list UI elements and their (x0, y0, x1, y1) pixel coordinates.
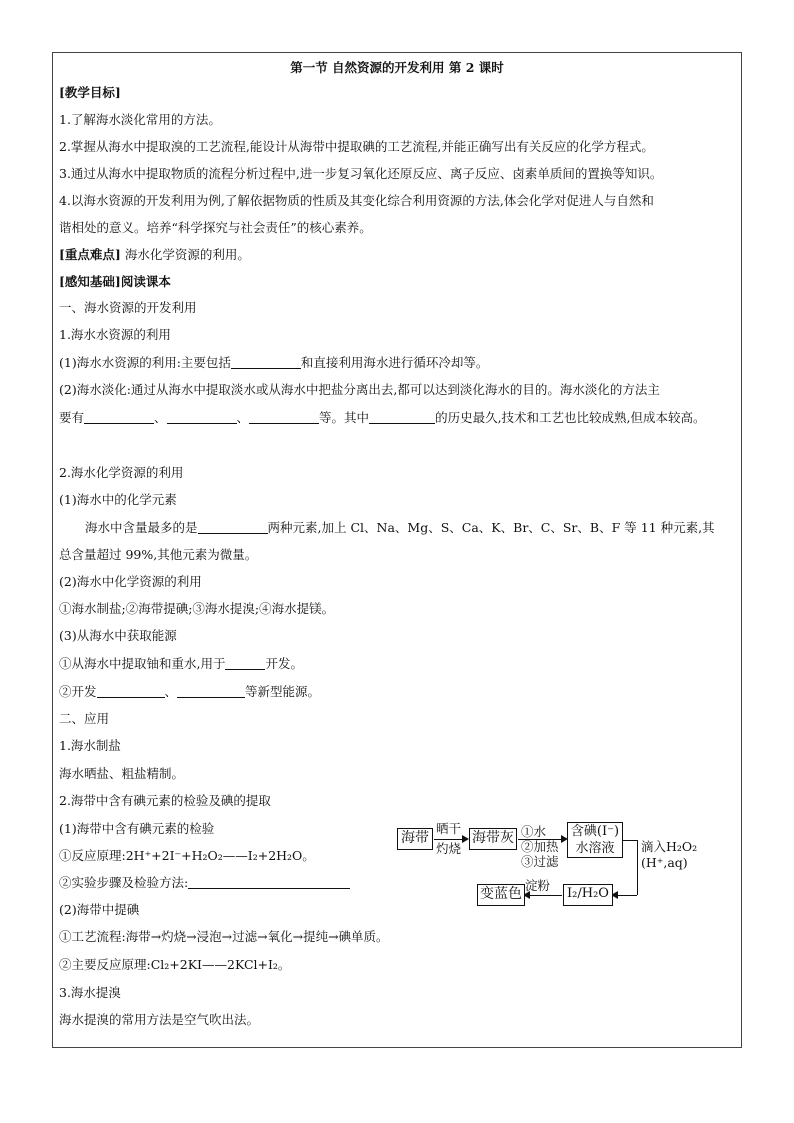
fill-blank[interactable] (225, 657, 265, 670)
paragraph (59, 410, 706, 426)
step3-label: 滴入H₂O₂ (641, 839, 698, 854)
paragraph: 海水晒盐、粗盐精制。 (59, 766, 185, 781)
paragraph: 总含量超过 99%,其他元素为微量。 (59, 547, 258, 562)
step1-label-top: 晒干 (436, 821, 462, 836)
fill-blank[interactable] (198, 521, 268, 534)
fill-blank[interactable] (369, 411, 435, 424)
goals-header: [教学目标] (59, 85, 121, 100)
step2-label: ①水 (521, 824, 547, 839)
box-seaweed-ash: 海带灰 (469, 828, 517, 850)
step4-label: 淀粉 (525, 878, 551, 893)
subsection-heading: (1)海带中含有碘元素的检验 (59, 821, 215, 836)
fill-blank[interactable] (84, 411, 154, 424)
section-heading: 一、海水资源的开发利用 (59, 300, 197, 315)
key-points (59, 247, 250, 263)
subsection-heading: (3)从海水中获取能源 (59, 628, 177, 643)
goal-item: 2.掌握从海水中提取溴的工艺流程,能设计从海带中提取碘的工艺流程,并能正确写出有关反应的化学方程式。 (59, 139, 654, 154)
step3-label: (H⁺,aq) (641, 855, 688, 870)
section-heading: 二、应用 (59, 711, 110, 726)
key-text: 海水化学资源的利用。 (124, 247, 250, 262)
arrow-left (613, 895, 637, 896)
fill-blank[interactable] (188, 876, 350, 889)
paragraph: ①反应原理:2H⁺+2I⁻+H₂O₂——I₂+2H₂O。 (59, 848, 315, 863)
box-line: 含碘(I⁻) (570, 824, 620, 839)
text: 两种元素,加上 Cl、Na、Mg、S、Ca、K、Br、C、Sr、B、F 等 11 种元素,其 (267, 520, 715, 535)
paragraph: ②主要反应原理:Cl₂+2KI——2KCl+I₂。 (59, 957, 291, 972)
goal-item: 1.了解海水淡化常用的方法。 (59, 112, 221, 127)
paragraph (59, 520, 715, 536)
page-title: 第一节 自然资源的开发利用 第 2 课时 (290, 60, 504, 75)
text: 、 (154, 410, 167, 425)
fill-blank[interactable] (177, 685, 245, 698)
arrow-right (434, 839, 467, 840)
box-turns-blue: 变蓝色 (477, 884, 525, 906)
paragraph (59, 875, 350, 891)
paragraph: 海水提溴的常用方法是空气吹出法。 (59, 1012, 260, 1027)
subsection-heading: 1.海水水资源的利用 (59, 327, 171, 342)
step2-label: ③过滤 (521, 854, 559, 869)
goal-item: 4.以海水资源的开发利用为例,了解依据物质的性质及其变化综合利用资源的方法,体会化学对促进人与自然和 (59, 193, 654, 208)
fill-blank[interactable] (231, 356, 301, 369)
subsection-heading: (1)海水中的化学元素 (59, 492, 177, 507)
box-seaweed: 海带 (397, 828, 433, 850)
text: (1)海水水资源的利用:主要包括 (59, 355, 231, 370)
text: ②开发 (59, 684, 97, 699)
iodine-extraction-diagram (397, 822, 737, 912)
text: 等新型能源。 (245, 684, 321, 699)
subsection-heading: 2.海水化学资源的利用 (59, 465, 184, 480)
goal-item: 谐相处的意义。培养“科学探究与社会责任”的核心素养。 (59, 220, 372, 235)
paragraph (59, 684, 320, 700)
step2-label: ②加热 (521, 839, 559, 854)
paragraph: ①海水制盐;②海带提碘;③海水提溴;④海水提镁。 (59, 601, 335, 616)
connector (637, 840, 638, 895)
text: ②实验步骤及检验方法: (59, 875, 189, 890)
subsection-heading: (2)海水中化学资源的利用 (59, 574, 202, 589)
text: 开发。 (265, 656, 303, 671)
text: 、 (164, 684, 178, 699)
box-iodine-water: I₂/H₂O (563, 884, 613, 906)
box-iodide-solution (567, 822, 623, 858)
subsection-heading: 1.海水制盐 (59, 738, 121, 753)
subsection-heading: (2)海带中提碘 (59, 902, 140, 917)
fill-blank[interactable] (97, 685, 165, 698)
paragraph (59, 656, 303, 672)
text: 等。其中 (319, 410, 370, 425)
text: 和直接利用海水进行循环冷却等。 (300, 355, 489, 370)
paragraph (59, 355, 488, 371)
text: 海水中含量最多的是 (85, 520, 198, 535)
basic-header: [感知基础]阅读课本 (59, 274, 171, 289)
text: 要有 (59, 410, 85, 425)
goal-item: 3.通过从海水中提取物质的流程分析过程中,进一步复习氧化还原反应、离子反应、卤素单质间的置换等知识。 (59, 166, 663, 181)
step1-label-bottom: 灼烧 (436, 841, 462, 856)
subsection-heading: 3.海水提溴 (59, 985, 121, 1000)
paragraph: (2)海水淡化:通过从海水中提取淡水或从海水中把盐分离出去,都可以达到淡化海水的目的。海水淡化的方法主 (59, 382, 660, 397)
text: ①从海水中提取铀和重水,用于 (59, 656, 226, 671)
text: 、 (236, 410, 250, 425)
subsection-heading: 2.海带中含有碘元素的检验及碘的提取 (59, 793, 271, 808)
fill-blank[interactable] (249, 411, 319, 424)
text: 的历史最久,技术和工艺也比较成熟,但成本较高。 (435, 410, 706, 425)
arrow-left (525, 895, 562, 896)
paragraph: ①工艺流程:海带→灼烧→浸泡→过滤→氧化→提纯→碘单质。 (59, 929, 389, 944)
connector (623, 840, 637, 841)
fill-blank[interactable] (167, 411, 237, 424)
key-header: [重点难点] (59, 247, 121, 262)
box-line: 水溶液 (575, 841, 615, 856)
